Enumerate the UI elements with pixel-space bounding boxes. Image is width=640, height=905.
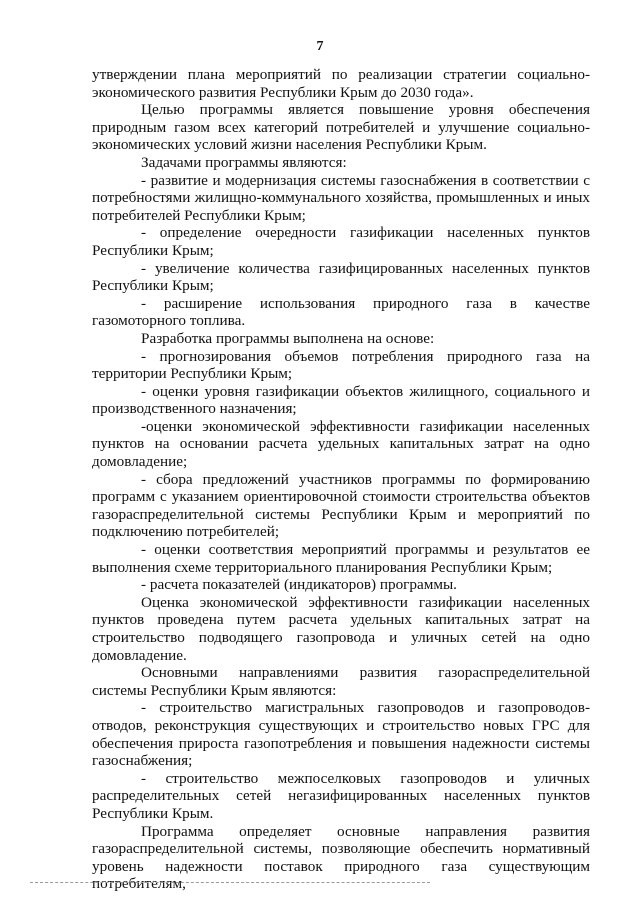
paragraph: -оценки экономической эффективности газификации населенных пунктов на основании расчета удельных капитальных затрат на одно домовладение; [92, 417, 590, 471]
paragraph: - строительство магистральных газопроводов и газопроводов-отводов, реконструкция существующих и строительство новых ГРС для обеспечения прироста газопотребления и повышения надежности системы газоснабжения; [92, 699, 590, 770]
paragraph: - строительство межпоселковых газопроводов и уличных распределительных сетей негазифицированных населенных пунктов Республики Крым. [92, 769, 590, 822]
paragraph: Разработка программы выполнена на основе: [141, 329, 435, 347]
paragraph: Основными направлениями развития газораспределительной системы Республики Крым являются: [92, 664, 590, 699]
document-body [92, 66, 590, 893]
paragraph: - увеличение количества газифицированных населенных пунктов Республики Крым; [92, 259, 590, 295]
paragraph: - определение очередности газификации населенных пунктов Республики Крым; [92, 224, 590, 259]
paragraph: Программа определяет основные направления развития газораспределительной системы, позволяющие обеспечить нормативный уровень надежности поставок природного газа существующим потребителям, [92, 822, 590, 893]
paragraph: Целью программы является повышение уровня обеспечения природным газом всех категорий потребителей и улучшение социально-экономических условий жизни населения Республики Крым. [92, 101, 590, 154]
paragraph: - оценки соответствия мероприятий программы и результатов ее выполнения схеме территориального планирования Республики Крым; [92, 541, 590, 576]
paragraph: Задачами программы являются: [141, 153, 347, 171]
paragraph: - оценки уровня газификации объектов жилищного, социального и производственного назначения; [92, 382, 590, 418]
paragraph: - расчета показателей (индикаторов) программы. [141, 576, 457, 594]
paragraph: утверждении плана мероприятий по реализации стратегии социально-экономического развития Республики Крым до 2030 года». [92, 66, 590, 101]
paragraph: Оценка экономической эффективности газификации населенных пунктов проведена путем расчета удельных капитальных затрат на строительство подводящего газопровода и уличных сетей на одно домовладение. [92, 593, 590, 664]
footer-rule [30, 882, 430, 883]
paragraph: - прогнозирования объемов потребления природного газа на территории Республики Крым; [92, 347, 590, 383]
paragraph: - сбора предложений участников программы по формированию программ с указанием ориентировочной стоимости строительства объектов газораспределительной системы Республики Крым и мероприятий по подключению потребителей; [92, 470, 590, 541]
paragraph: - расширение использования природного газа в качестве газомоторного топлива. [92, 294, 590, 330]
paragraph: - развитие и модернизация системы газоснабжения в соответствии с потребностями жилищно-коммунального хозяйства, промышленных и иных потребителей Республики Крым; [92, 171, 590, 224]
page-number: 7 [316, 39, 324, 54]
